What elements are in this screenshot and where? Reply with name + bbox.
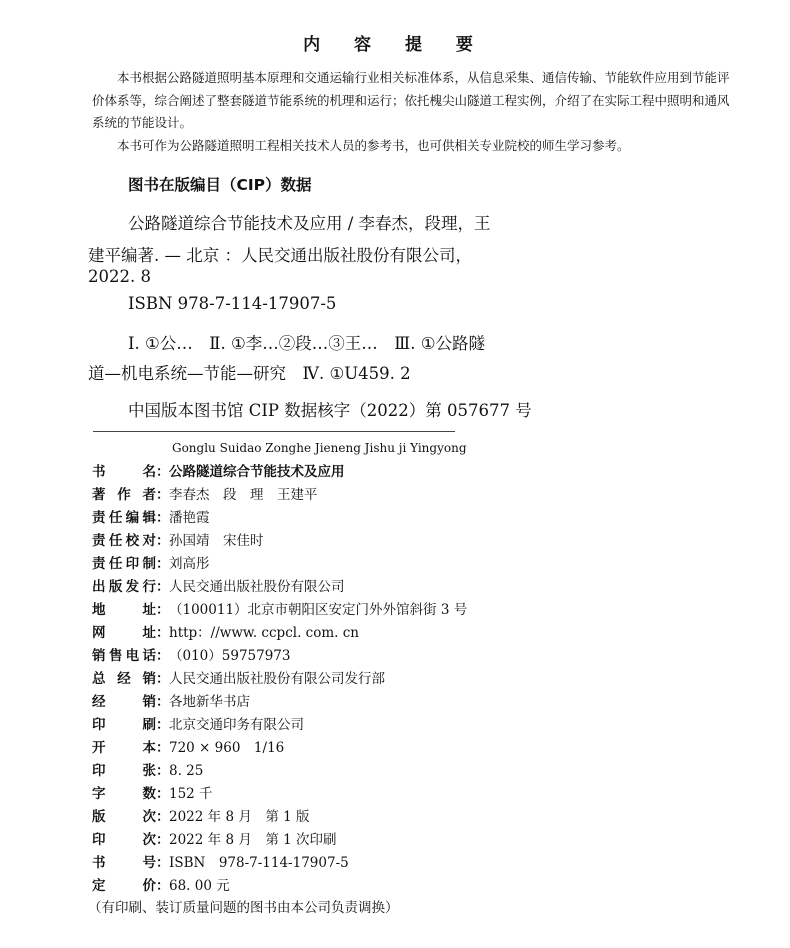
- colophon-label: 经销: [92, 694, 156, 710]
- cip-line-2: 建平编著. — 北京 ：人民交通出版社股份有限公司，: [88, 246, 472, 265]
- colophon-value: 人民交通出版社股份有限公司: [169, 579, 345, 595]
- colophon-label: 责任印制: [92, 556, 156, 572]
- cip-record-number: 中国版本图书馆 CIP 数据核字（2022）第 057677 号: [128, 401, 532, 420]
- colophon-value: ISBN 978-7-114-17907-5: [169, 855, 349, 871]
- colophon-label: 印刷: [92, 717, 156, 733]
- colophon-label: 责任编辑: [92, 510, 156, 526]
- pinyin-title: Gonglu Suidao Zonghe Jieneng Jishu ji Yingyong: [172, 441, 467, 455]
- colophon-value: 各地新华书店: [169, 694, 250, 710]
- colophon-value: 2022 年 8 月 第 1 版: [169, 809, 310, 825]
- quality-notice: （有印刷、装订质量问题的图书由本公司负责调换）: [88, 900, 399, 916]
- colophon-label: 销售电话: [92, 648, 156, 664]
- colophon-label: 书号: [92, 855, 156, 871]
- colophon-label: 网址: [92, 625, 156, 641]
- colophon-value: 公路隧道综合节能技术及应用: [169, 464, 345, 480]
- colophon-label: 版次: [92, 809, 156, 825]
- colophon-label: 开本: [92, 740, 156, 756]
- colophon-label: 字数: [92, 786, 156, 802]
- cip-line-3: 2022. 8: [88, 267, 151, 286]
- colophon-label: 著作者: [92, 487, 156, 503]
- colophon-label: 书名: [92, 464, 156, 480]
- cip-classification-line-1: Ⅰ. ①公… Ⅱ. ①李…②段…③王… Ⅲ. ①公路隧: [128, 334, 485, 353]
- colophon-label: 地址: [92, 602, 156, 618]
- colophon-value: 孙国靖 宋佳时: [169, 533, 264, 549]
- colophon-value: http：//www. ccpcl. com. cn: [169, 625, 359, 641]
- colophon-value: 北京交通印务有限公司: [169, 717, 304, 733]
- colophon-label: 总经销: [92, 671, 156, 687]
- cip-classification-line-2: 道—机电系统—节能—研究 Ⅳ. ①U459. 2: [88, 364, 411, 383]
- summary-title: 内 容 提 要: [303, 35, 487, 55]
- cip-heading: 图书在版编目（CIP）数据: [128, 176, 312, 194]
- divider-line: [93, 431, 455, 432]
- colophon-value: （100011）北京市朝阳区安定门外外馆斜街 3 号: [169, 602, 468, 618]
- cip-line-1: 公路隧道综合节能技术及应用 / 李春杰，段理，王: [128, 214, 491, 233]
- colophon-label: 印张: [92, 763, 156, 779]
- colophon-value: 68. 00 元: [169, 878, 230, 894]
- colophon-value: 潘艳霞: [169, 510, 210, 526]
- colophon-value: （010）59757973: [169, 648, 291, 664]
- colophon-value: 720 × 960 1/16: [169, 740, 285, 756]
- colophon-value: 2022 年 8 月 第 1 次印刷: [169, 832, 337, 848]
- colophon-value: 刘高彤: [169, 556, 210, 572]
- colophon-value: 152 千: [169, 786, 213, 802]
- colophon-value: 人民交通出版社股份有限公司发行部: [169, 671, 385, 687]
- summary-paragraph-2: 本书可作为公路隧道照明工程相关技术人员的参考书，也可供相关专业院校的师生学习参考。: [117, 137, 630, 153]
- colophon-label: 出版发行: [92, 579, 156, 595]
- colophon-label: 印次: [92, 832, 156, 848]
- colophon-label: 责任校对: [92, 533, 156, 549]
- colophon-value: 李春杰 段 理 王建平: [169, 487, 318, 503]
- summary-body: [92, 67, 732, 157]
- summary-paragraph-1: 本书根据公路隧道照明基本原理和交通运输行业相关标准体系，从信息采集、通信传输、节能软件应用到节能评价体系等，综合阐述了整套隧道节能系统的机理和运行；依托槐尖山隧道工程实例，介绍了在实际工程中照明和通风系统的节能设计。: [92, 70, 730, 130]
- colophon-label: 定价: [92, 878, 156, 894]
- cip-isbn: ISBN 978-7-114-17907-5: [128, 294, 337, 313]
- colophon-value: 8. 25: [169, 763, 204, 779]
